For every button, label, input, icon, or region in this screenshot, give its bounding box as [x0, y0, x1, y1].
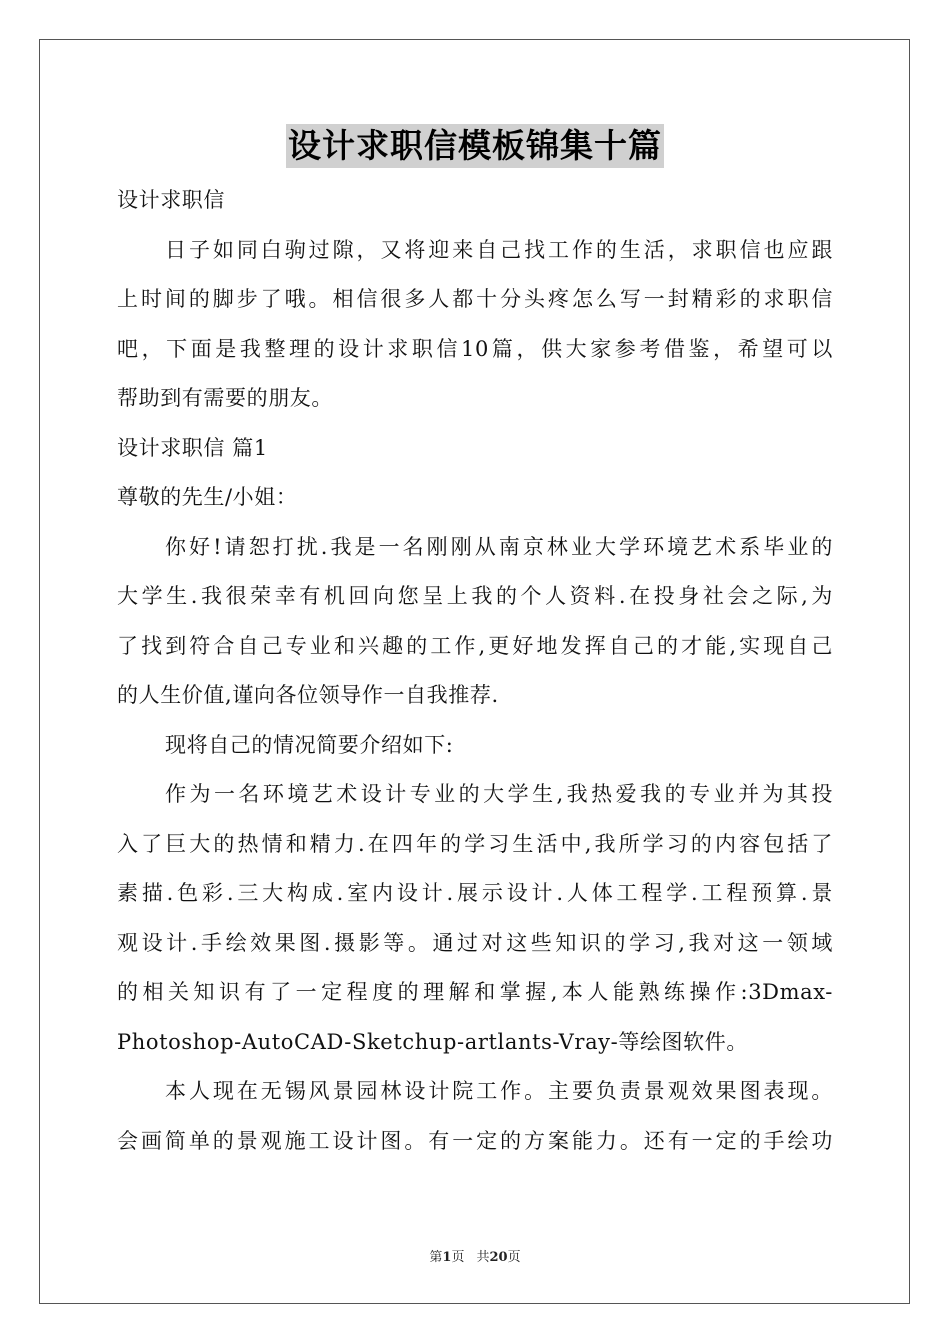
body-line: 现将自己的情况简要介绍如下: — [165, 732, 454, 757]
title-container — [0, 124, 950, 168]
body-line: 的人生价值,谨向各位领导作一自我推荐. — [117, 683, 499, 707]
page-prefix: 第 — [429, 1250, 443, 1265]
total-pages: 20 — [489, 1250, 508, 1265]
body-line: 帮助到有需要的朋友。 — [117, 386, 333, 410]
salutation: 尊敬的先生/小姐： — [117, 485, 298, 509]
body-line: 了找到符合自己专业和兴趣的工作,更好地发挥自己的才能,实现自己 — [117, 633, 833, 658]
body-line: 你好!请恕打扰.我是一名刚刚从南京林业大学环境艺术系毕业的 — [165, 534, 833, 559]
body-line: 本人现在无锡风景园林设计院工作。主要负责景观效果图表现。 — [165, 1079, 833, 1103]
body-line: 上时间的脚步了哦。相信很多人都十分头疼怎么写一封精彩的求职信 — [117, 287, 833, 311]
body-line: 吧，下面是我整理的设计求职信10篇，供大家参考借鉴，希望可以 — [117, 336, 833, 361]
body-line: 的相关知识有了一定程度的理解和掌握,本人能熟练操作:3Dmax- — [117, 980, 833, 1004]
body-line: 观设计.手绘效果图.摄影等。通过对这些知识的学习,我对这一领域 — [117, 930, 833, 955]
page-footer — [0, 1246, 950, 1265]
document-body — [117, 176, 833, 1166]
total-prefix: 共 — [476, 1250, 490, 1265]
section-heading: 设计求职信 篇1 — [117, 435, 268, 460]
total-suffix: 页 — [507, 1250, 521, 1265]
body-line: 日子如同白驹过隙，又将迎来自己找工作的生活，求职信也应跟 — [165, 237, 833, 262]
page-suffix: 页 — [451, 1250, 465, 1265]
body-line: Photoshop-AutoCAD-Sketchup-artlants-Vray-等绘图软件。 — [117, 1029, 748, 1054]
body-line: 入了巨大的热情和精力.在四年的学习生活中,我所学习的内容包括了 — [117, 831, 833, 856]
body-line: 素描.色彩.三大构成.室内设计.展示设计.人体工程学.工程预算.景 — [117, 881, 833, 905]
page-number: 1 — [442, 1250, 452, 1265]
body-line: 大学生.我很荣幸有机回向您呈上我的个人资料.在投身社会之际,为 — [117, 584, 833, 608]
document-title: 设计求职信模板锦集十篇 — [286, 124, 664, 168]
body-line: 会画简单的景观施工设计图。有一定的方案能力。还有一定的手绘功 — [117, 1128, 833, 1153]
body-line: 作为一名环境艺术设计专业的大学生,我热爱我的专业并为其投 — [165, 782, 833, 806]
heading-line: 设计求职信 — [117, 188, 225, 212]
